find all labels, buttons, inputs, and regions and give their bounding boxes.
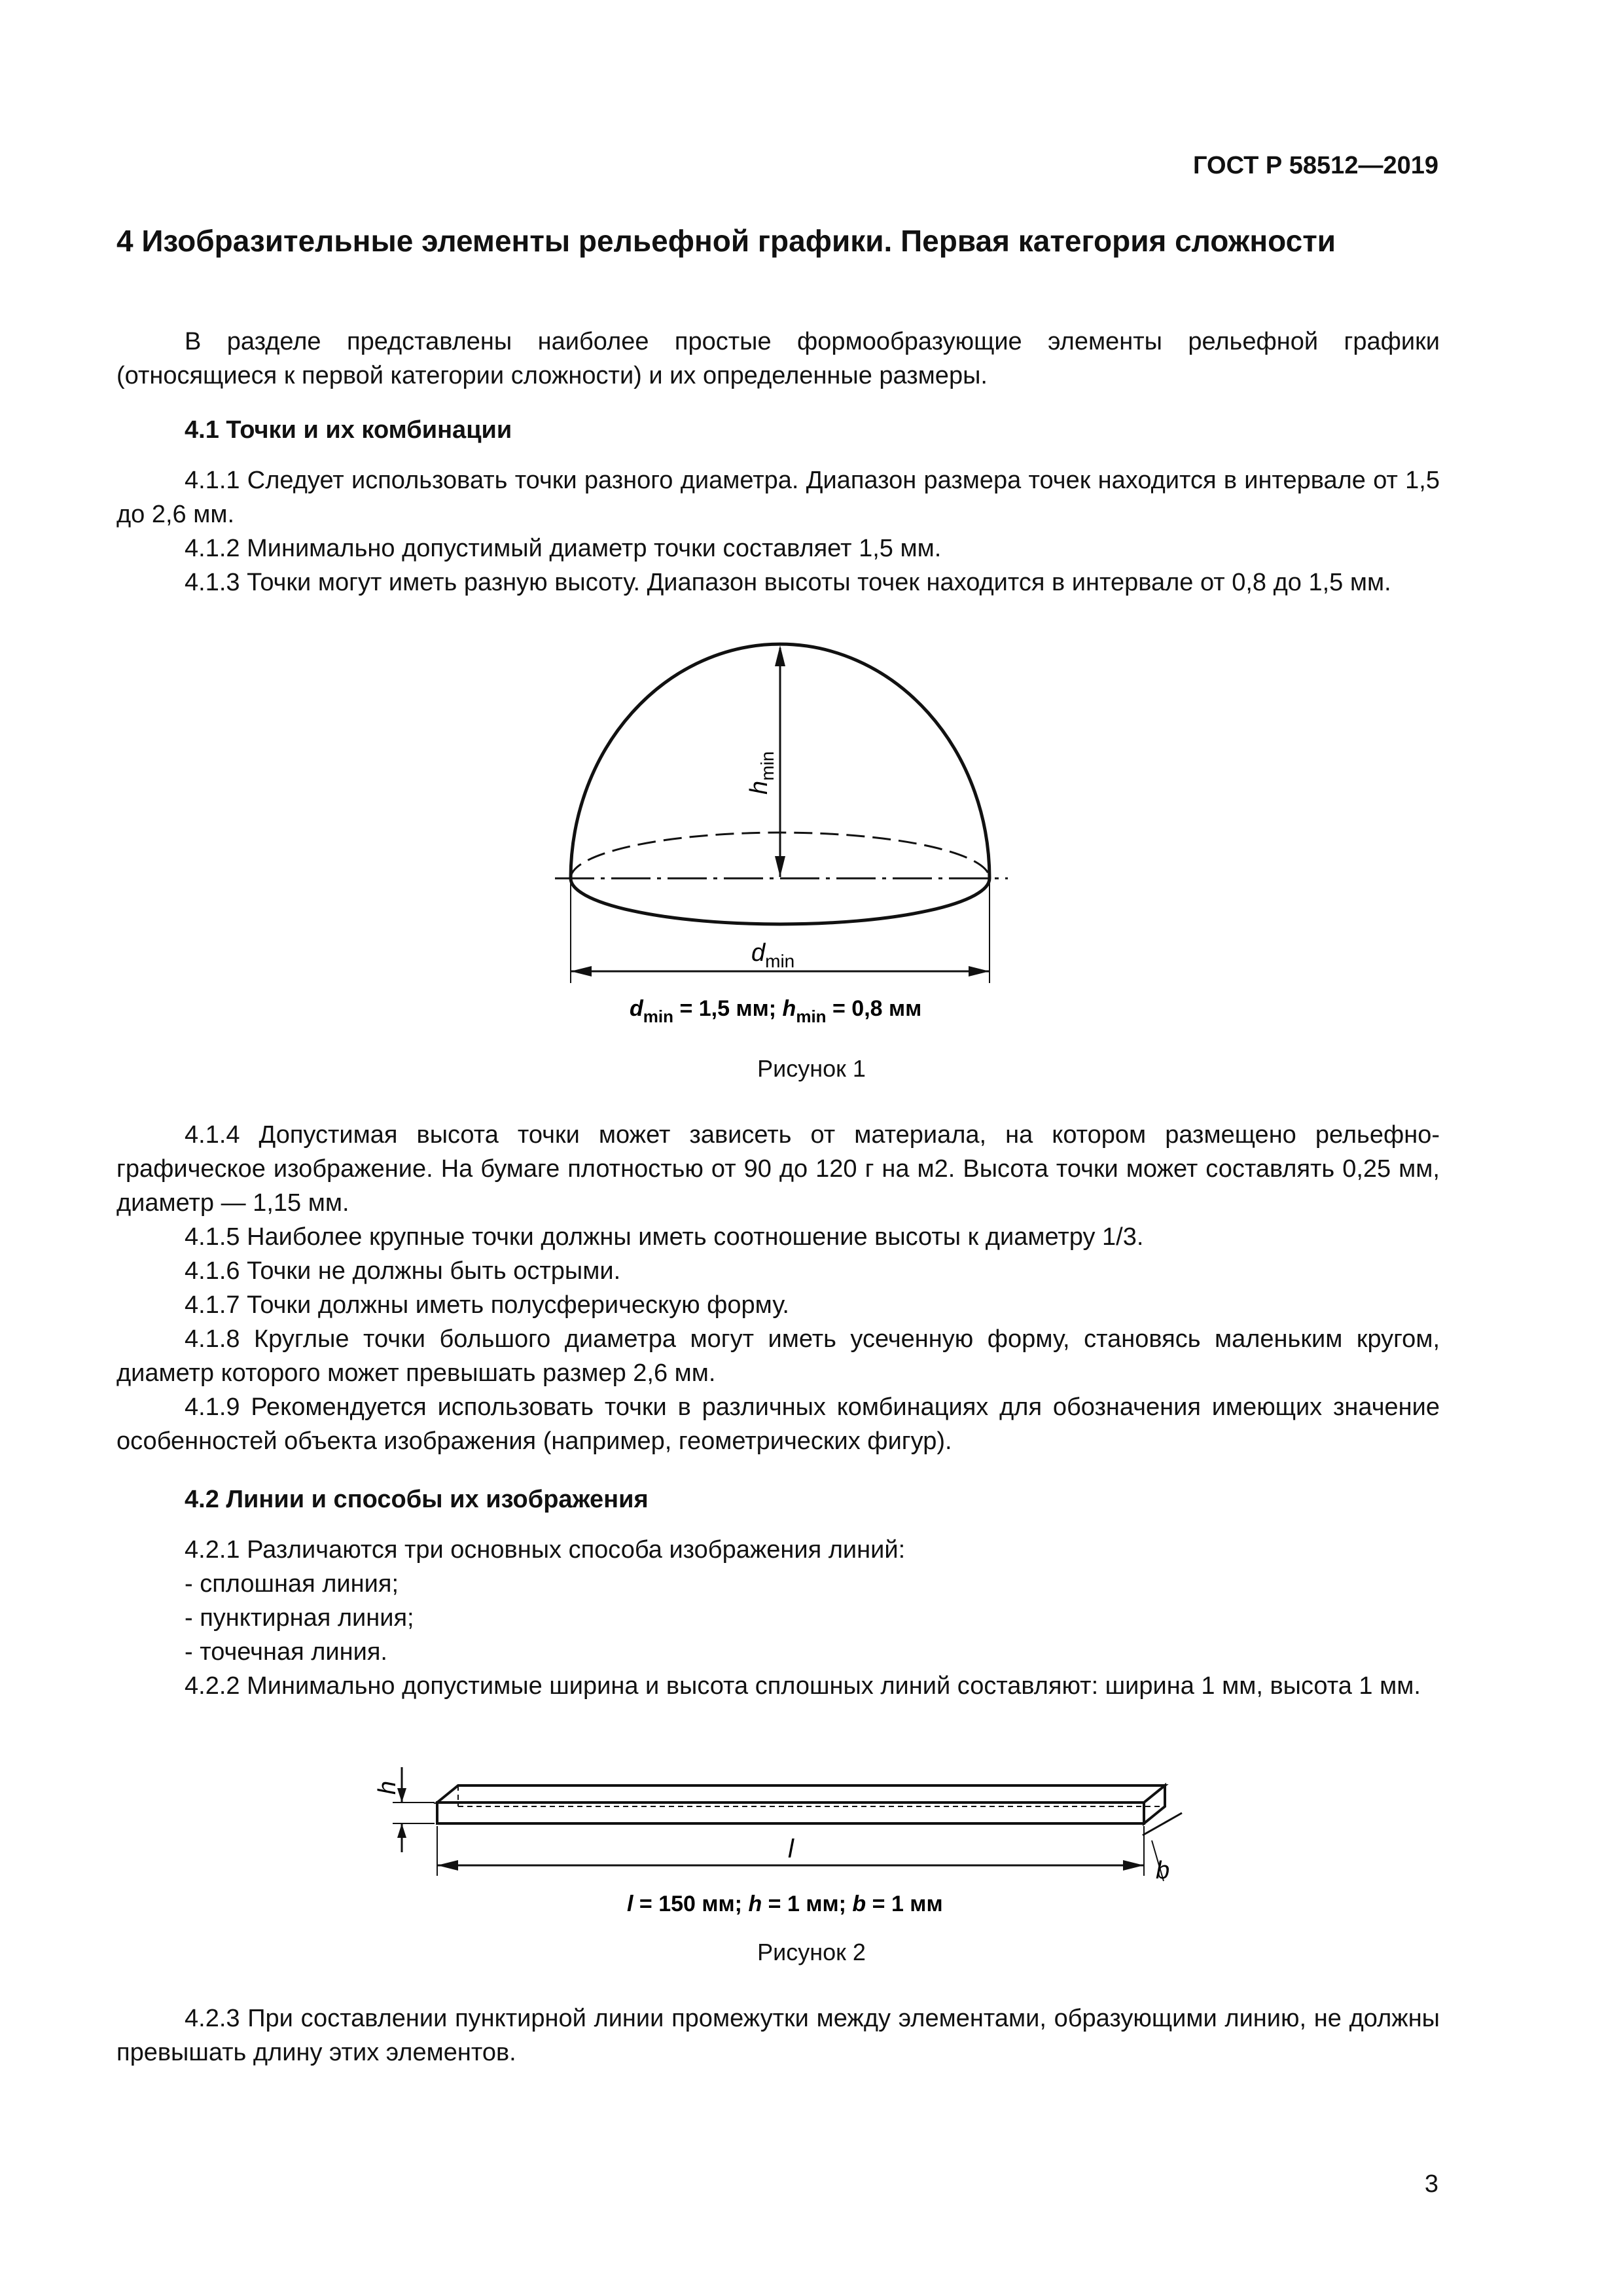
- h-arrow-lower-head: [397, 1823, 406, 1838]
- paragraph-4-2-3: 4.2.3 При составлении пунктирной линии промежутки между элементами, образующими линию, не должны превышать длину этих элементов.: [116, 2005, 1440, 2066]
- figure-2-formula: l = 150 мм; h = 1 мм; b = 1 мм: [627, 1892, 943, 1916]
- section-4-title: 4 Изобразительные элементы рельефной графики. Первая категория сложности: [116, 224, 1336, 258]
- list-item-dashed-line: - пунктирная линия;: [185, 1604, 414, 1632]
- figure-1-caption: Рисунок 1: [757, 1055, 866, 1082]
- l-label: l: [788, 1835, 794, 1863]
- paragraph-4-1-7: 4.1.7 Точки должны иметь полусферическую форму.: [185, 1291, 789, 1319]
- paragraph-4-2-1: 4.2.1 Различаются три основных способа изображения линий:: [185, 1536, 906, 1564]
- paragraph-4-1-3: 4.1.3 Точки могут иметь разную высоту. Диапазон высоты точек находится в интервале от 0,8 до 1,5 мм.: [185, 569, 1391, 596]
- list-item-solid-line: - сплошная линия;: [185, 1570, 399, 1598]
- section-4-1-title: 4.1 Точки и их комбинации: [185, 416, 512, 444]
- diameter-arrow-right: [969, 966, 990, 977]
- section-4-intro: В разделе представлены наиболее простые формообразующие элементы рельефной графики (относящиеся к первой категории сложности) и их определенные размеры.: [116, 328, 1440, 389]
- page-number: 3: [1424, 2170, 1438, 2198]
- bar-front-face: [437, 1803, 1144, 1823]
- list-item-dotted-line: - точечная линия.: [185, 1638, 387, 1666]
- height-arrow-top-head: [775, 645, 785, 666]
- base-ellipse-front: [571, 878, 990, 924]
- paragraph-4-1-4: 4.1.4 Допустимая высота точки может зависеть от материала, на котором размещено рельефнографическое изображение. На бумаге плотностью от 90 до 120 г на м2. Высота точки может составлять 0,25 мм, диаметр — 1,15 мм.: [116, 1121, 1440, 1217]
- paragraph-4-1-1: 4.1.1 Следует использовать точки разного диаметра. Диапазон размера точек находится в интервале от 1,5 до 2,6 мм.: [116, 467, 1440, 528]
- b-label: b: [1156, 1857, 1170, 1884]
- h-label: h: [374, 1780, 401, 1795]
- paragraph-4-1-5: 4.1.5 Наиболее крупные точки должны иметь соотношение высоты к диаметру 1/3.: [185, 1223, 1144, 1251]
- height-arrow-bottom-head: [775, 856, 785, 877]
- h-min-label: $h_{min}$: [745, 751, 777, 795]
- paragraph-4-1-6: 4.1.6 Точки не должны быть острыми.: [185, 1257, 621, 1285]
- section-4-2-title: 4.2 Линии и способы их изображения: [185, 1486, 649, 1513]
- d-min-label: $d_{min}$: [751, 939, 795, 971]
- figure-2-caption: Рисунок 2: [757, 1939, 866, 1965]
- diameter-arrow-left: [571, 966, 592, 977]
- paragraph-4-1-2: 4.1.2 Минимально допустимый диаметр точки составляет 1,5 мм.: [185, 535, 942, 562]
- l-arrow-right: [1123, 1860, 1144, 1871]
- bar-top-face: [437, 1785, 1165, 1803]
- paragraph-4-1-9: 4.1.9 Рекомендуется использовать точки в различных комбинациях для обозначения имеющих значение особенностей объекта изображения (например, геометрических фигур).: [116, 1393, 1440, 1455]
- paragraph-4-1-8: 4.1.8 Круглые точки большого диаметра могут иметь усеченную форму, становясь маленьким кругом, диаметр которого может превышать размер 2,6 мм.: [116, 1325, 1440, 1387]
- figure-2-line-bar: [0, 1741, 1623, 1937]
- figure-1-hemisphere: [0, 0, 1623, 1060]
- l-arrow-left: [437, 1860, 458, 1871]
- standard-number: ГОСТ Р 58512—2019: [1193, 152, 1438, 179]
- paragraph-4-2-2: 4.2.2 Минимально допустимые ширина и высота сплошных линий составляют: ширина 1 мм, высота 1 мм.: [185, 1672, 1421, 1700]
- figure-1-formula: $d_{min} = 1,5$ мм; $h_{min} = 0,8$ мм: [630, 996, 922, 1026]
